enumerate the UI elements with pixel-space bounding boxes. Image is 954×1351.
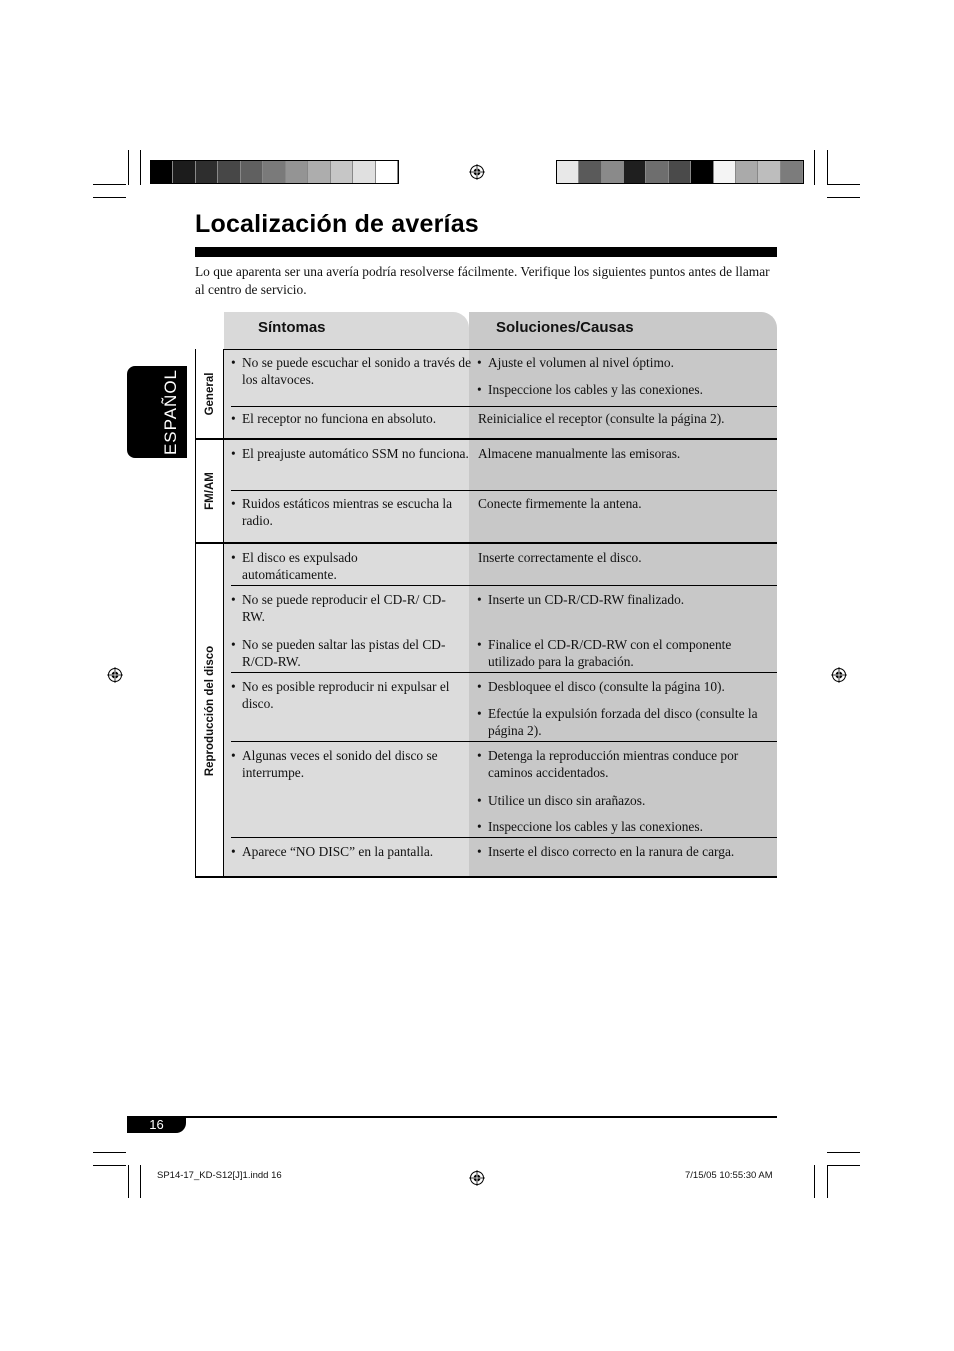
symptom-text: • No se pueden saltar las pistas del CD-R/CD-RW. — [231, 636, 457, 670]
registration-mark-icon — [469, 164, 485, 180]
color-swatch — [602, 161, 624, 183]
color-swatch — [579, 161, 601, 183]
language-tab-label: ESPAÑOL — [161, 368, 180, 456]
symptom-text: • Aparece “NO DISC” en la pantalla. — [231, 843, 477, 860]
symptom-text: • El disco es expulsado automáticamente. — [231, 549, 442, 583]
row-rule — [231, 406, 777, 407]
solution-text: • Ajuste el volumen al nivel óptimo. — [477, 354, 782, 371]
row-rule — [231, 490, 777, 491]
color-swatch — [624, 161, 646, 183]
slug-timestamp: 7/15/05 10:55:30 AM — [685, 1170, 773, 1181]
color-swatch — [758, 161, 780, 183]
solution-text: Almacene manualmente las emisoras. — [478, 446, 681, 461]
title-rule — [195, 247, 777, 257]
troubleshooting-table — [195, 349, 777, 878]
category-general — [195, 349, 224, 439]
category-label-general: General — [204, 372, 216, 416]
color-swatch — [736, 161, 758, 183]
color-swatch — [376, 161, 398, 183]
color-swatch — [646, 161, 668, 183]
solution-text: • Desbloquee el disco (consulte la página 10). — [477, 678, 782, 695]
page-title: Localización de averías — [195, 210, 479, 238]
color-swatch — [286, 161, 308, 183]
symptom-text: • Algunas veces el sonido del disco se interrumpe. — [231, 747, 467, 781]
registration-mark-icon — [831, 667, 847, 683]
color-swatch — [781, 161, 803, 183]
symptom-text: • Ruidos estáticos mientras se escucha la radio. — [231, 495, 472, 529]
category-disc — [195, 543, 224, 878]
symptoms-header: Síntomas — [224, 312, 469, 349]
color-swatch — [669, 161, 691, 183]
color-swatch — [353, 161, 375, 183]
solution-text: • Inspeccione los cables y las conexiones. — [477, 818, 782, 835]
page-number: 16 — [127, 1117, 186, 1133]
symptom-text: • No es posible reproducir ni expulsar el disco. — [231, 678, 472, 712]
color-swatch — [691, 161, 713, 183]
color-bar-left — [150, 160, 399, 184]
row-rule — [231, 837, 777, 838]
section-rule — [195, 542, 777, 544]
registration-mark-icon — [107, 667, 123, 683]
color-swatch — [151, 161, 173, 183]
symptom-text: • El preajuste automático SSM no funciona. — [231, 445, 472, 462]
solution-text: Inserte correctamente el disco. — [478, 550, 642, 565]
row-rule — [231, 585, 777, 586]
solution-text: • Finalice el CD-R/CD-RW con el componente utilizado para la grabación. — [477, 636, 768, 670]
solution-text: • Utilice un disco sin arañazos. — [477, 792, 782, 809]
category-divider — [223, 349, 224, 878]
color-swatch — [241, 161, 263, 183]
registration-mark-icon — [469, 1170, 485, 1186]
color-swatch — [196, 161, 218, 183]
symptom-text: • El receptor no funciona en absoluto. — [231, 410, 472, 427]
color-bar-right — [556, 160, 804, 184]
solution-text: • Inserte el disco correcto en la ranura de carga. — [477, 843, 782, 860]
color-swatch — [557, 161, 579, 183]
footer-rule — [127, 1116, 777, 1118]
color-swatch — [308, 161, 330, 183]
row-rule — [224, 349, 777, 350]
color-swatch — [173, 161, 195, 183]
color-swatch — [263, 161, 285, 183]
symptom-text: • No se puede reproducir el CD-R/ CD-RW. — [231, 591, 457, 625]
category-fm-am — [195, 439, 224, 543]
row-rule — [231, 741, 777, 742]
slug-file: SP14-17_KD-S12[J]1.indd 16 — [157, 1170, 282, 1181]
section-rule — [195, 438, 777, 440]
symptom-text: • No se puede escuchar el sonido a través de los altavoces. — [231, 354, 472, 388]
row-rule — [231, 672, 777, 673]
category-label-disc: Reproducción del disco — [204, 645, 216, 777]
solution-text: • Efectúe la expulsión forzada del disco (consulte la página 2). — [477, 705, 782, 739]
category-label-fm-am: FM/AM — [204, 472, 216, 510]
solution-text: Reinicialice el receptor (consulte la página 2). — [478, 411, 725, 426]
solutions-header: Soluciones/Causas — [469, 312, 777, 349]
section-rule — [195, 876, 777, 878]
solution-text: • Detenga la reproducción mientras conduce por caminos accidentados. — [477, 747, 782, 781]
color-swatch — [331, 161, 353, 183]
color-swatch — [218, 161, 240, 183]
color-swatch — [714, 161, 736, 183]
language-tab — [127, 366, 187, 458]
solution-text: • Inserte un CD-R/CD-RW finalizado. — [477, 591, 782, 608]
solution-text: Conecte firmemente la antena. — [478, 496, 642, 511]
intro-paragraph: Lo que aparenta ser una avería podría resolverse fácilmente. Verifique los siguientes puntos antes de llamar al centro de servicio. — [195, 264, 770, 297]
solution-text: • Inspeccione los cables y las conexiones. — [477, 381, 782, 398]
